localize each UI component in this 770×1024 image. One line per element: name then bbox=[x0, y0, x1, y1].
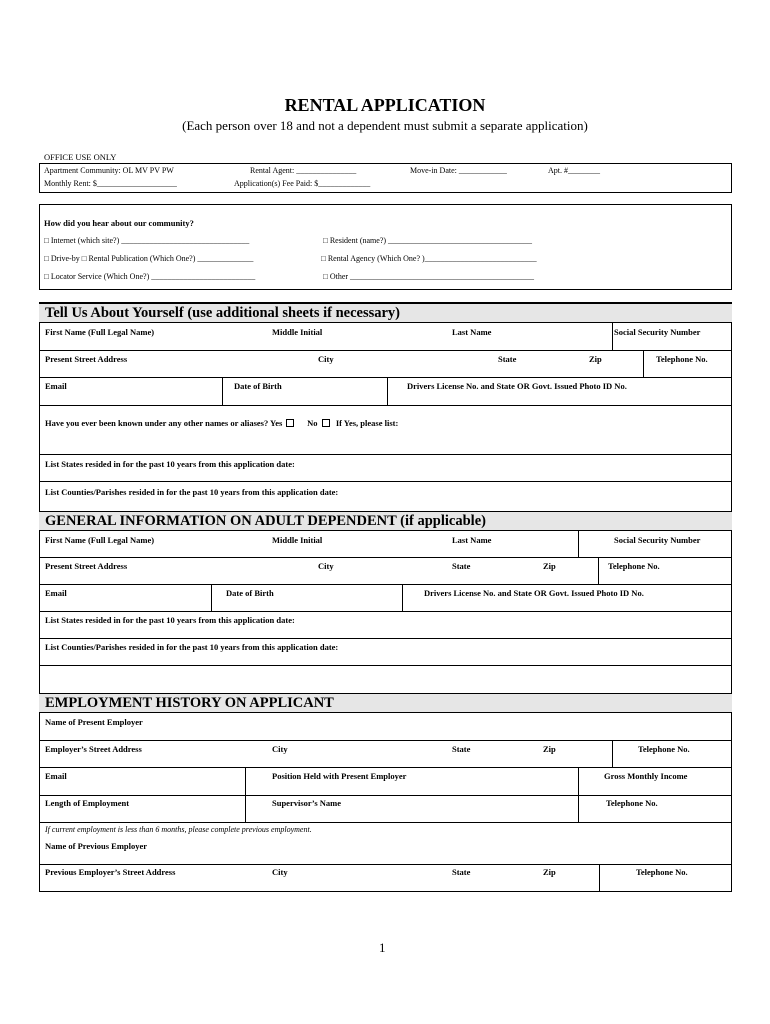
prev-phone-label: Telephone No. bbox=[636, 867, 688, 877]
divider bbox=[578, 795, 579, 822]
divider bbox=[402, 584, 403, 611]
divider bbox=[578, 531, 579, 557]
license-label: Drivers License No. and State OR Govt. Issued Photo ID No. bbox=[407, 381, 627, 391]
employer-email-label: Email bbox=[45, 771, 67, 781]
dep-phone-label: Telephone No. bbox=[608, 561, 660, 571]
row-divider bbox=[39, 665, 732, 666]
divider bbox=[612, 740, 613, 767]
hear-question: How did you hear about our community? bbox=[44, 218, 194, 228]
position-label: Position Held with Present Employer bbox=[272, 771, 407, 781]
middle-initial-label: Middle Initial bbox=[272, 327, 323, 337]
dep-email-label: Email bbox=[45, 588, 67, 598]
dep-first-name-label: First Name (Full Legal Name) bbox=[45, 535, 155, 545]
page-number: 1 bbox=[379, 940, 386, 955]
row-divider bbox=[39, 611, 732, 612]
monthly-rent-field[interactable]: Monthly Rent: $____________________ bbox=[44, 179, 177, 188]
employer-city-label: City bbox=[272, 744, 288, 754]
dep-state-label: State bbox=[452, 561, 471, 571]
ssn-label: Social Security Number bbox=[614, 327, 701, 337]
row-divider bbox=[39, 638, 732, 639]
dep-street-label: Present Street Address bbox=[45, 561, 128, 571]
divider bbox=[578, 767, 579, 795]
row-divider bbox=[39, 795, 732, 796]
divider bbox=[222, 377, 223, 405]
length-label: Length of Employment bbox=[45, 798, 130, 808]
employer-street-label: Employer’s Street Address bbox=[45, 744, 142, 754]
section-dependent-header bbox=[39, 511, 732, 531]
page-subtitle: (Each person over 18 and not a dependent must submit a separate application) bbox=[182, 118, 588, 133]
employer-phone-label: Telephone No. bbox=[638, 744, 690, 754]
prev-city-label: City bbox=[272, 867, 288, 877]
dep-last-name-label: Last Name bbox=[452, 535, 492, 545]
first-name-label: First Name (Full Legal Name) bbox=[45, 327, 155, 337]
apt-field[interactable]: Apt. #________ bbox=[548, 166, 600, 175]
income-label: Gross Monthly Income bbox=[604, 771, 688, 781]
row-divider bbox=[39, 822, 732, 823]
prev-employer-label: Name of Previous Employer bbox=[45, 841, 148, 851]
fee-paid-field[interactable]: Application(s) Fee Paid: $_____________ bbox=[234, 179, 371, 188]
row-divider bbox=[39, 377, 732, 378]
phone-label: Telephone No. bbox=[656, 354, 708, 364]
dob-label: Date of Birth bbox=[234, 381, 282, 391]
divider bbox=[599, 864, 600, 892]
state-label: State bbox=[498, 354, 517, 364]
employer-state-label: State bbox=[452, 744, 471, 754]
section-dependent-title: GENERAL INFORMATION ON ADULT DEPENDENT (if applicable) bbox=[45, 513, 486, 529]
dep-middle-initial-label: Middle Initial bbox=[272, 535, 323, 545]
page-title: RENTAL APPLICATION bbox=[284, 95, 486, 115]
prev-street-label: Previous Employer’s Street Address bbox=[45, 867, 176, 877]
row-divider bbox=[39, 740, 732, 741]
employer-label: Name of Present Employer bbox=[45, 717, 143, 727]
rental-agent-field[interactable]: Rental Agent: _______________ bbox=[250, 166, 357, 175]
aliases-question bbox=[45, 418, 398, 428]
divider bbox=[598, 557, 599, 584]
move-in-field[interactable]: Move-in Date: ____________ bbox=[410, 166, 507, 175]
section-about-title: Tell Us About Yourself (use additional sheets if necessary) bbox=[45, 305, 400, 321]
aliases-if-yes: If Yes, please list: bbox=[335, 418, 399, 428]
dep-dob-label: Date of Birth bbox=[226, 588, 274, 598]
dep-counties-label: List Counties/Parishes resided in for the past 10 years from this application date: bbox=[45, 642, 339, 652]
email-label: Email bbox=[45, 381, 67, 391]
dep-license-label: Drivers License No. and State OR Govt. Issued Photo ID No. bbox=[424, 588, 644, 598]
office-use-label: OFFICE USE ONLY bbox=[44, 152, 117, 162]
prev-zip-label: Zip bbox=[543, 867, 556, 877]
option-driveby[interactable]: □ Drive-by □ Rental Publication (Which One?) ______________ bbox=[44, 254, 254, 263]
dep-states-label: List States resided in for the past 10 years from this application date: bbox=[45, 615, 295, 625]
option-resident[interactable]: □ Resident (name?) ____________________________________ bbox=[323, 236, 533, 245]
row-divider bbox=[39, 557, 732, 558]
last-name-label: Last Name bbox=[452, 327, 492, 337]
section-employment-title: EMPLOYMENT HISTORY ON APPLICANT bbox=[45, 695, 334, 711]
row-divider bbox=[39, 481, 732, 482]
prev-state-label: State bbox=[452, 867, 471, 877]
dep-city-label: City bbox=[318, 561, 334, 571]
states-resided-label: List States resided in for the past 10 years from this application date: bbox=[45, 459, 295, 469]
city-label: City bbox=[318, 354, 334, 364]
dep-zip-label: Zip bbox=[543, 561, 556, 571]
supervisor-phone-label: Telephone No. bbox=[606, 798, 658, 808]
section-employment-header bbox=[39, 693, 732, 713]
counties-resided-label: List Counties/Parishes resided in for the past 10 years from this application date: bbox=[45, 487, 339, 497]
employer-zip-label: Zip bbox=[543, 744, 556, 754]
row-divider bbox=[39, 405, 732, 406]
option-internet[interactable]: □ Internet (which site?) ________________________________ bbox=[44, 236, 250, 245]
aliases-no-label: No bbox=[307, 418, 318, 428]
divider bbox=[387, 377, 388, 405]
option-locator[interactable]: □ Locator Service (Which One?) __________________________ bbox=[44, 272, 256, 281]
divider bbox=[211, 584, 212, 611]
row-divider bbox=[39, 454, 732, 455]
section-about-header bbox=[39, 303, 732, 323]
aliases-label: Have you ever been known under any other names or aliases? Yes bbox=[45, 418, 283, 428]
option-rental-agency[interactable]: □ Rental Agency (Which One? )____________________________ bbox=[321, 254, 537, 263]
divider bbox=[643, 350, 644, 378]
row-divider bbox=[39, 350, 732, 351]
zip-label: Zip bbox=[589, 354, 602, 364]
dep-ssn-label: Social Security Number bbox=[614, 535, 701, 545]
aliases-no-checkbox[interactable] bbox=[322, 419, 330, 427]
row-divider bbox=[39, 584, 732, 585]
divider bbox=[612, 323, 613, 350]
previous-employment-note: If current employment is less than 6 months, please complete previous employment. bbox=[45, 825, 312, 834]
aliases-yes-checkbox[interactable] bbox=[286, 419, 294, 427]
row-divider bbox=[39, 864, 732, 865]
row-divider bbox=[39, 767, 732, 768]
option-other[interactable]: □ Other ______________________________________________ bbox=[323, 272, 535, 281]
community-field[interactable]: Apartment Community: OL MV PV PW bbox=[44, 166, 174, 175]
street-label: Present Street Address bbox=[45, 354, 128, 364]
supervisor-label: Supervisor’s Name bbox=[272, 798, 342, 808]
